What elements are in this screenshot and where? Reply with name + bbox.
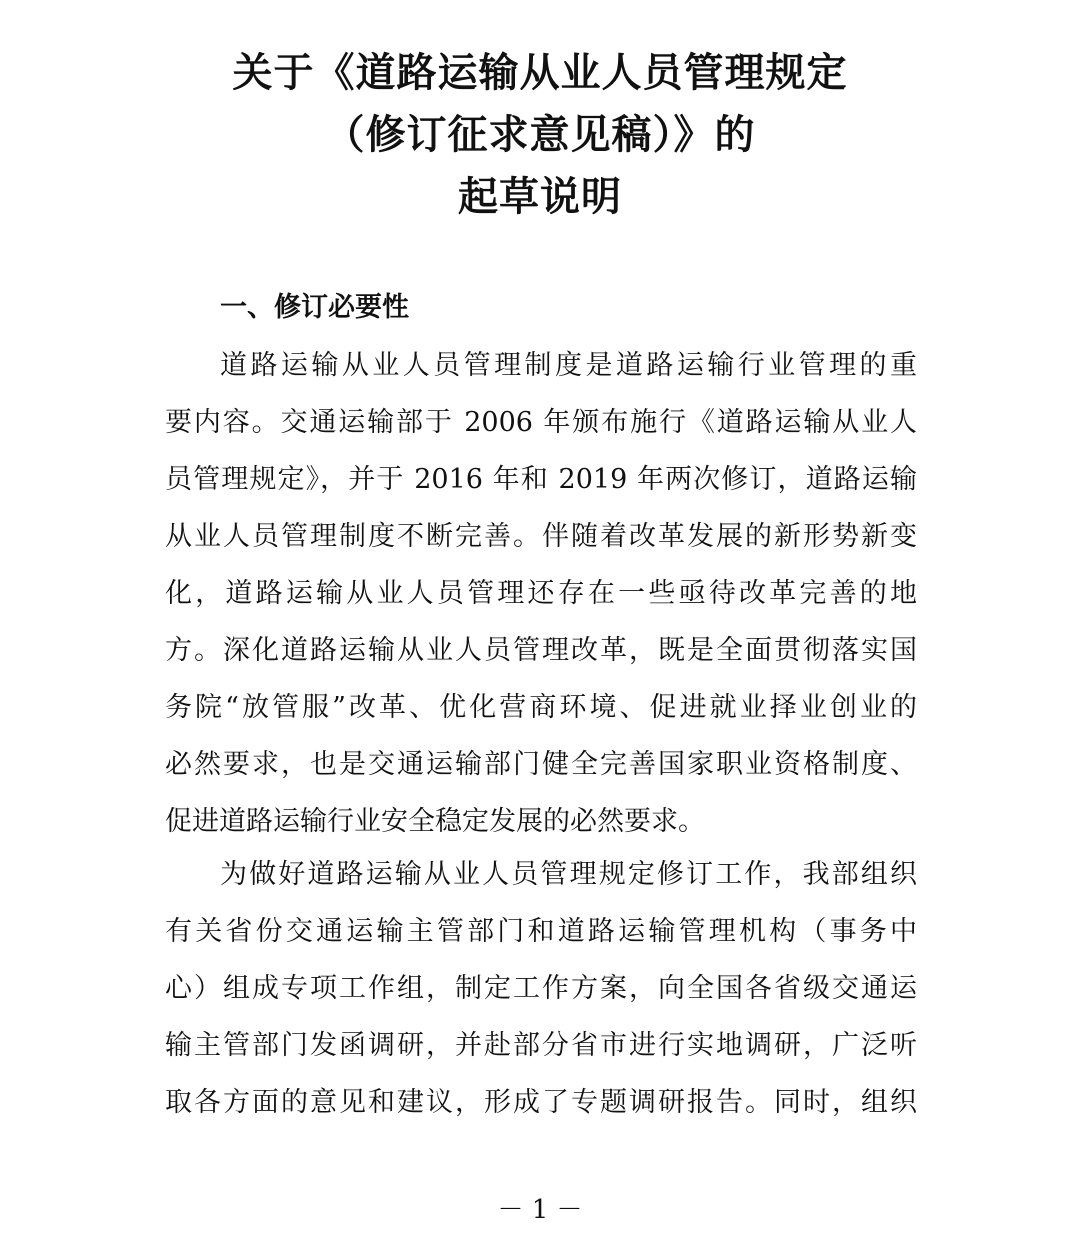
paragraph-line: 必然要求，也是交通运输部门健全完善国家职业资格制度、: [165, 749, 917, 780]
paragraph-line: 员管理规定》，并于 2016 年和 2019 年两次修订，道路运输: [165, 464, 917, 495]
section-heading-necessity: 一、修订必要性: [220, 292, 409, 323]
paragraph-line: 有关省份交通运输主管部门和道路运输管理机构（事务中: [165, 916, 917, 947]
paragraph-line: 促进道路运输行业安全稳定发展的必然要求。: [165, 806, 705, 837]
document-title: [0, 42, 1080, 228]
title-line-2: （修订征求意见稿）》的: [324, 112, 756, 158]
paragraph-line: 方。深化道路运输从业人员管理改革，既是全面贯彻落实国: [165, 635, 917, 666]
title-line-1: 关于《道路运输从业人员管理规定: [232, 50, 848, 96]
paragraph-line: 输主管部门发函调研，并赴部分省市进行实地调研，广泛听: [165, 1030, 917, 1061]
paragraph-line: 为做好道路运输从业人员管理规定修订工作，我部组织: [220, 859, 917, 890]
page-number: － 1 －: [497, 1195, 583, 1225]
paragraph-2: [165, 846, 917, 1131]
paragraph-1: [165, 337, 917, 850]
paragraph-line: 务院“放管服”改革、优化营商环境、促进就业择业创业的: [165, 692, 917, 723]
title-line-3: 起草说明: [458, 174, 622, 220]
paragraph-line: 要内容。交通运输部于 2006 年颁布施行《道路运输从业人: [165, 407, 917, 438]
paragraph-line: 化，道路运输从业人员管理还存在一些亟待改革完善的地: [165, 578, 917, 609]
paragraph-line: 取各方面的意见和建议，形成了专题调研报告。同时，组织: [165, 1087, 917, 1118]
paragraph-line: 从业人员管理制度不断完善。伴随着改革发展的新形势新变: [165, 521, 917, 552]
paragraph-line: 心）组成专项工作组，制定工作方案，向全国各省级交通运: [165, 973, 917, 1004]
paragraph-line: 道路运输从业人员管理制度是道路运输行业管理的重: [220, 350, 917, 381]
